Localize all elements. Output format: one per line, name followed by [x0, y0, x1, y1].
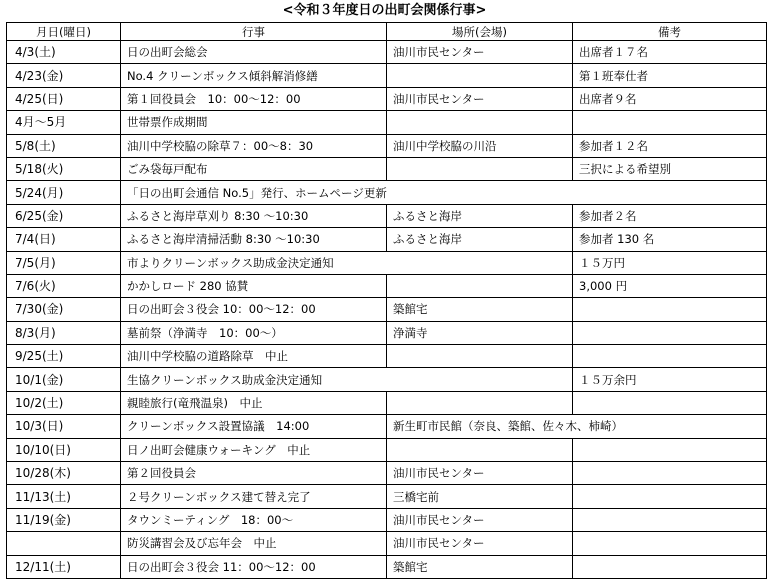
cell-date: 4/23(金): [7, 64, 121, 87]
cell-date: 7/30(金): [7, 298, 121, 321]
table-row: [7, 391, 767, 414]
cell-event: 防災講習会及び忘年会 中止: [121, 532, 387, 555]
table-row: [7, 508, 767, 531]
table-row: [7, 415, 767, 438]
table-row: [7, 438, 767, 461]
cell-date: 7/4(日): [7, 228, 121, 251]
cell-date: 4月～5月: [7, 111, 121, 134]
cell-event: ふるさと海岸清掃活動 8:30 ～10:30: [121, 228, 387, 251]
table-row: [7, 485, 767, 508]
cell-note: 第１班奉仕者: [573, 64, 767, 87]
cell-note: [573, 462, 767, 485]
cell-place: 新生町市民館（奈良、築館、佐々木、柿崎）: [387, 415, 767, 438]
cell-event: かかしロード 280 協賛: [121, 274, 387, 297]
cell-place: 三橋宅前: [387, 485, 573, 508]
cell-note: 3,000 円: [573, 274, 767, 297]
cell-place: [387, 345, 573, 368]
table-row: [7, 111, 767, 134]
cell-event: 親睦旅行(竜飛温泉) 中止: [121, 391, 387, 414]
table-row: [7, 532, 767, 555]
header-date: 月日(曜日): [7, 23, 121, 41]
cell-event: 油川中学校脇の除草７：00～8：30: [121, 134, 387, 157]
cell-date: 5/24(月): [7, 181, 121, 204]
header-place: 場所(会場): [387, 23, 573, 41]
cell-note: 参加者 130 名: [573, 228, 767, 251]
table-header-row: [7, 23, 767, 41]
cell-event: タウンミーティング 18：00～: [121, 508, 387, 531]
table-row: [7, 204, 767, 227]
cell-date: 11/13(土): [7, 485, 121, 508]
cell-note: １５万余円: [573, 368, 767, 391]
cell-place: 築館宅: [387, 298, 573, 321]
cell-event: 世帯票作成期間: [121, 111, 387, 134]
table-row: [7, 462, 767, 485]
cell-date: 6/25(金): [7, 204, 121, 227]
cell-place: 油川市民センター: [387, 532, 573, 555]
cell-place: 築館宅: [387, 555, 573, 578]
cell-event: クリーンボックス設置協議 14:00: [121, 415, 387, 438]
cell-date: 5/8(土): [7, 134, 121, 157]
cell-note: １５万円: [573, 251, 767, 274]
cell-date: 9/25(土): [7, 345, 121, 368]
cell-note: [573, 532, 767, 555]
cell-note: 参加者１２名: [573, 134, 767, 157]
cell-place: 油川市民センター: [387, 508, 573, 531]
cell-date: 12/11(土): [7, 555, 121, 578]
cell-note: [573, 321, 767, 344]
table-row: [7, 251, 767, 274]
cell-place: [387, 64, 573, 87]
header-note: 備考: [573, 23, 767, 41]
cell-event: 日ノ出町会健康ウォーキング 中止: [121, 438, 387, 461]
cell-event: 第１回役員会 10：00～12：00: [121, 87, 387, 110]
cell-place: 油川市民センター: [387, 41, 573, 64]
cell-event: 第２回役員会: [121, 462, 387, 485]
document-title: <令和３年度日の出町会関係行事>: [282, 3, 487, 18]
events-table: [6, 22, 767, 579]
cell-event: 油川中学校脇の道路除草 中止: [121, 345, 387, 368]
cell-place: [387, 111, 573, 134]
cell-note: [573, 391, 767, 414]
table-row: [7, 134, 767, 157]
table-row: [7, 64, 767, 87]
cell-date: 10/28(木): [7, 462, 121, 485]
cell-date: 11/19(金): [7, 508, 121, 531]
cell-note: [573, 485, 767, 508]
cell-place: [387, 438, 573, 461]
cell-place: 油川市民センター: [387, 462, 573, 485]
cell-event: No.4 クリーンボックス傾斜解消修繕: [121, 64, 387, 87]
cell-place: [387, 274, 573, 297]
table-row: [7, 41, 767, 64]
cell-place: 油川市民センター: [387, 87, 573, 110]
cell-date: 7/6(火): [7, 274, 121, 297]
table-row: [7, 321, 767, 344]
cell-note: 参加者２名: [573, 204, 767, 227]
cell-note: [573, 298, 767, 321]
cell-date: 4/25(日): [7, 87, 121, 110]
cell-date: 10/3(日): [7, 415, 121, 438]
cell-event: 生協クリーンボックス助成金決定通知: [121, 368, 573, 391]
cell-date: 7/5(月): [7, 251, 121, 274]
table-row: [7, 298, 767, 321]
table-row: [7, 368, 767, 391]
cell-event: 日の出町会３役会 10：00～12：00: [121, 298, 387, 321]
cell-event: ごみ袋毎戸配布: [121, 157, 387, 180]
cell-date: [7, 532, 121, 555]
cell-event: 「日の出町会通信 No.5」発行、ホームページ更新: [121, 181, 767, 204]
cell-date: 10/2(土): [7, 391, 121, 414]
cell-date: 5/18(火): [7, 157, 121, 180]
cell-note: 出席者１７名: [573, 41, 767, 64]
cell-note: 出席者９名: [573, 87, 767, 110]
cell-event: 日の出町会３役会 11：00～12：00: [121, 555, 387, 578]
table-row: [7, 87, 767, 110]
table-row: [7, 157, 767, 180]
cell-note: [573, 345, 767, 368]
cell-event: 日の出町会総会: [121, 41, 387, 64]
cell-date: 4/3(土): [7, 41, 121, 64]
cell-place: [387, 391, 573, 414]
table-row: [7, 274, 767, 297]
cell-date: 10/1(金): [7, 368, 121, 391]
cell-event: 墓前祭（浄満寺 10：00～）: [121, 321, 387, 344]
cell-event: ふるさと海岸草刈り 8:30 ～10:30: [121, 204, 387, 227]
header-event: 行事: [121, 23, 387, 41]
cell-note: [573, 111, 767, 134]
cell-place: 浄満寺: [387, 321, 573, 344]
cell-event: ２号クリーンボックス建て替え完了: [121, 485, 387, 508]
cell-place: ふるさと海岸: [387, 228, 573, 251]
table-row: [7, 345, 767, 368]
cell-note: [573, 555, 767, 578]
cell-note: [573, 438, 767, 461]
table-row: [7, 555, 767, 578]
cell-date: 10/10(日): [7, 438, 121, 461]
cell-place: 油川中学校脇の川沿: [387, 134, 573, 157]
table-row: [7, 228, 767, 251]
cell-date: 8/3(月): [7, 321, 121, 344]
table-row: [7, 181, 767, 204]
cell-note: [573, 508, 767, 531]
cell-event: 市よりクリーンボックス助成金決定通知: [121, 251, 573, 274]
table-body: [7, 41, 767, 579]
cell-place: [387, 157, 573, 180]
cell-note: 三択による希望別: [573, 157, 767, 180]
cell-place: ふるさと海岸: [387, 204, 573, 227]
